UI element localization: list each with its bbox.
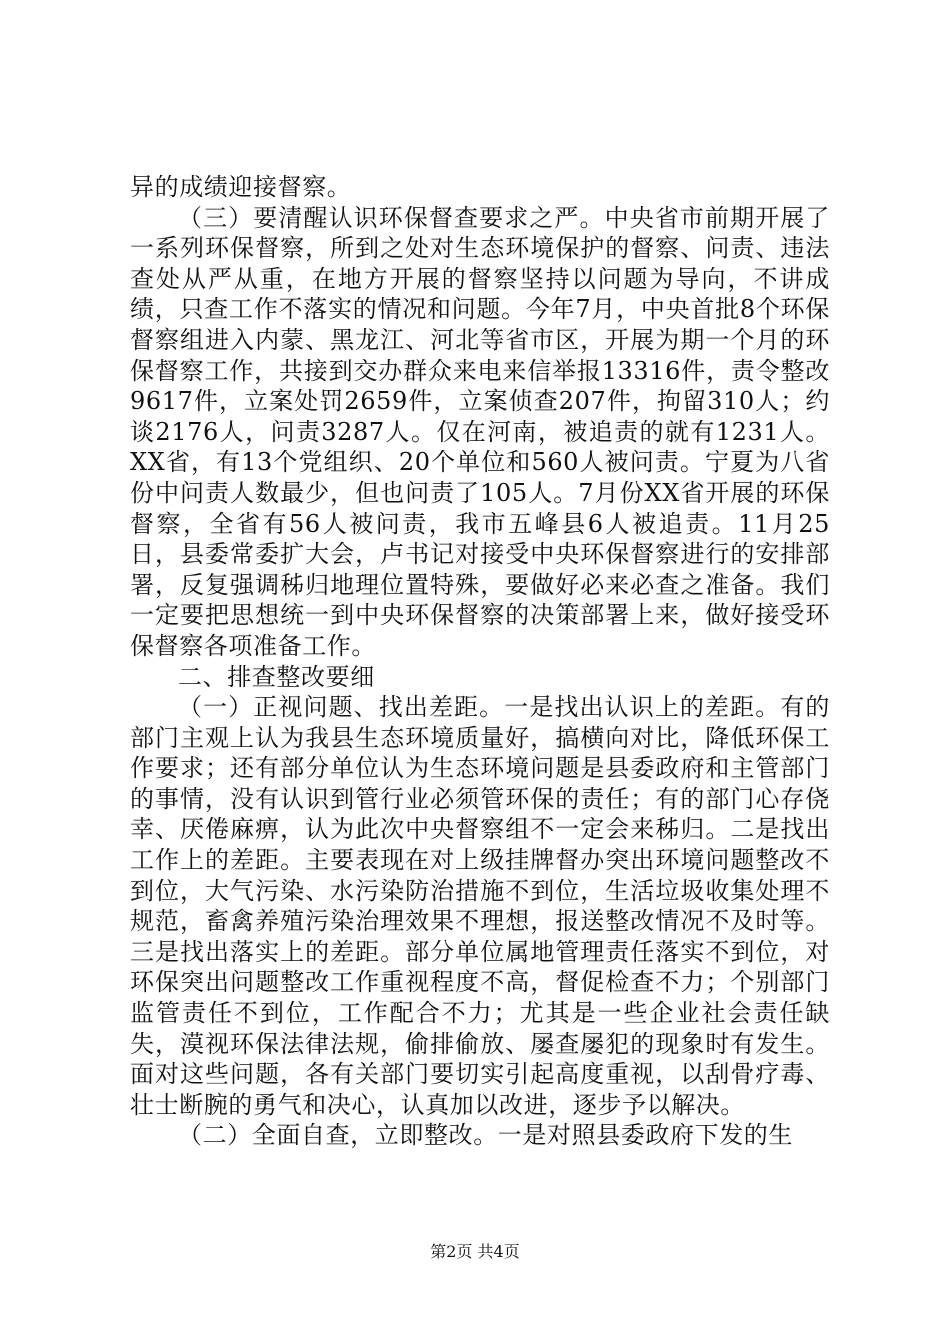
document-body: [130, 172, 830, 1151]
paragraph-section-3: （三）要清醒认识环保督查要求之严。中央省市前期开展了一系列环保督察，所到之处对生态环境保护的督察、问责、违法查处从严从重，在地方开展的督察坚持以问题为导向，不讲成绩，只查工作不落实的情况和问题。今年7月，中央首批8个环保督察组进入内蒙、黑龙江、河北等省市区，开展为期一个月的环保督察工作，共接到交办群众来电来信举报13316件，责令整改9617件，立案处罚2659件，立案侦查207件，拘留310人；约谈2176人，问责3287人。仅在河南，被追责的就有1231人。XX省，有13个党组织、20个单位和560人被问责。宁夏为八省份中问责人数最少，但也问责了105人。7月份XX省开展的环保督察，全省有56人被问责，我市五峰县6人被追责。11月25日，县委常委扩大会，卢书记对接受中央环保督察进行的安排部署，反复强调秭归地理位置特殊，要做好必来必查之准备。我们一定要把思想统一到中央环保督察的决策部署上来，做好接受环保督察各项准备工作。: [130, 203, 830, 660]
paragraph-subsection-2: （二）全面自查，立即整改。一是对照县委政府下发的生: [178, 1121, 793, 1150]
page-footer: 第2页 共4页: [430, 1242, 520, 1261]
paragraph-subsection-1: （一）正视问题、找出差距。一是找出认识上的差距。有的部门主观上认为我县生态环境质量好，搞横向对比，降低环保工作要求；还有部分单位认为生态环境问题是县委政府和主管部门的事情，没有认识到管行业必须管环保的责任；有的部门心存侥幸、厌倦麻痹，认为此次中央督察组不一定会来秭归。二是找出工作上的差距。主要表现在对上级挂牌督办突出环境问题整改不到位，大气污染、水污染防治措施不到位，生活垃圾收集处理不规范，畜禽养殖污染治理效果不理想，报送整改情况不及时等。三是找出落实上的差距。部分单位属地管理责任落实不到位，对环保突出问题整改工作重视程度不高，督促检查不力；个别部门监管责任不到位，工作配合不力；尤其是一些企业社会责任缺失，漠视环保法律法规，偷排偷放、屡查屡犯的现象时有发生。面对这些问题，各有关部门要切实引起高度重视，以刮骨疗毒、壮士断腕的勇气和决心，认真加以改进，逐步予以解决。: [130, 693, 830, 1119]
section-heading-2: 二、排查整改要细: [178, 662, 375, 691]
paragraph-continuation: 异的成绩迎接督察。: [130, 173, 352, 201]
